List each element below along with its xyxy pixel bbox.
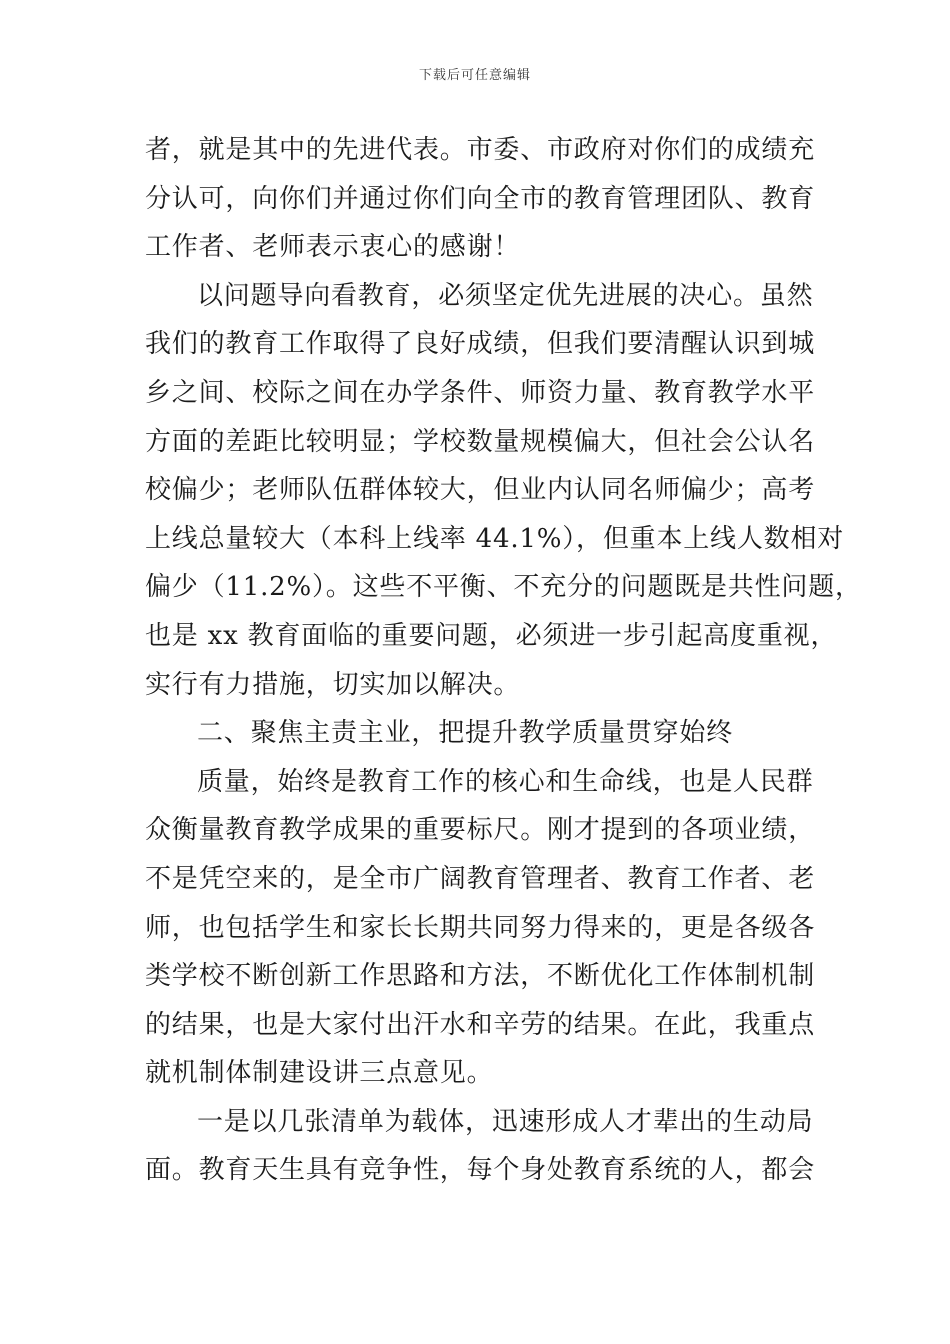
paragraph-start-line: 以问题导向看教育，必须坚定优先进展的决心。虽然: [197, 280, 814, 311]
paragraph-start-line: 质量，始终是教育工作的核心和生命线，也是人民群: [197, 766, 814, 797]
text-line: 类学校不断创新工作思路和方法，不断优化工作体制机制: [145, 961, 816, 992]
text-line: 众衡量教育教学成果的重要标尺。刚才提到的各项业绩，: [145, 815, 816, 846]
text-line: 实行有力措施，切实加以解决。: [145, 669, 521, 700]
text-line: 者，就是其中的先进代表。市委、市政府对你们的成绩充: [145, 135, 816, 165]
text-line: 工作者、老师表示衷心的感谢！: [145, 232, 521, 263]
text-line: 也是 xx 教育面临的重要问题，必须进一步引起高度重视，: [145, 620, 838, 651]
text-line: 分认可，向你们并通过你们向全市的教育管理团队、教育: [145, 183, 816, 214]
text-line: 面。教育天生具有竞争性，每个身处教育系统的人，都会: [145, 1155, 816, 1186]
text-line: 师，也包括学生和家长长期共同努力得来的，更是各级各: [145, 912, 816, 943]
page-header: 下载后可任意编辑: [418, 68, 531, 83]
text-line: 方面的差距比较明显；学校数量规模偏大，但社会公认名: [145, 426, 816, 457]
text-line: 我们的教育工作取得了良好成绩，但我们要清醒认识到城: [145, 329, 816, 360]
text-line: 校偏少；老师队伍群体较大，但业内认同名师偏少；高考: [145, 475, 816, 506]
text-line: 的结果，也是大家付出汗水和辛劳的结果。在此，我重点: [145, 1009, 816, 1040]
text-line: 不是凭空来的，是全市广阔教育管理者、教育工作者、老: [145, 863, 816, 894]
section-heading: 二、聚焦主责主业，把提升教学质量贯穿始终: [197, 718, 734, 749]
text-line: 乡之间、校际之间在办学条件、师资力量、教育教学水平: [145, 377, 816, 408]
text-line: 偏少（11.2%）。这些不平衡、不充分的问题既是共性问题，: [145, 572, 862, 603]
text-line: 上线总量较大（本科上线率 44.1%），但重本上线人数相对: [145, 523, 845, 554]
text-line: 就机制体制建设讲三点意见。: [145, 1058, 494, 1089]
paragraph-start-line: 一是以几张清单为载体，迅速形成人才辈出的生动局: [197, 1106, 814, 1137]
document-body: [145, 126, 862, 1195]
